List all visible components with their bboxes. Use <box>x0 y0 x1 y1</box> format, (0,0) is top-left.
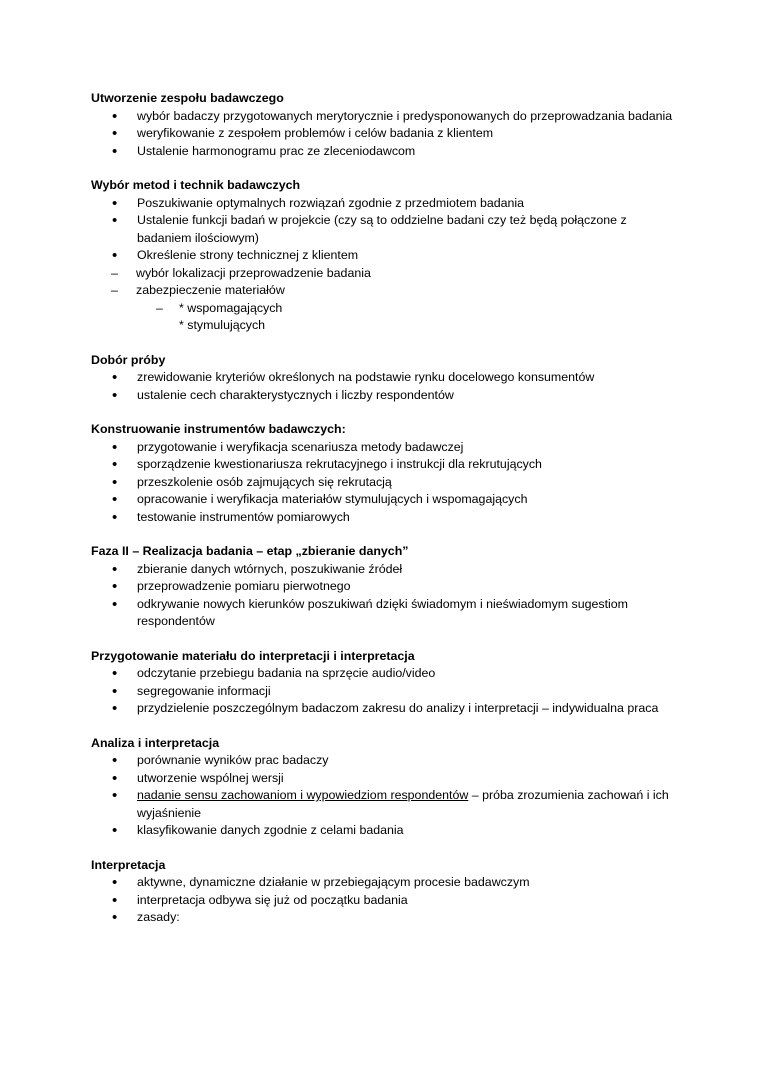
sub-list-item: – zabezpieczenie materiałów <box>91 282 681 300</box>
list-item: • utworzenie wspólnej wersji <box>91 770 681 788</box>
bullet-list <box>91 561 681 631</box>
section-dobor-proby <box>91 352 681 405</box>
section-instrumenty <box>91 421 681 526</box>
star-list <box>136 300 681 335</box>
list-item: • wybór badaczy przygotowanych merytorycznie i predysponowanych do przeprowadzania badania <box>91 108 681 126</box>
list-item-underlined <box>91 787 681 822</box>
bullet-list <box>91 874 681 927</box>
section-przygotowanie <box>91 648 681 718</box>
sub-list-item: – wybór lokalizacji przeprowadzenie badania <box>91 265 681 283</box>
section-faza-2 <box>91 543 681 631</box>
bullet-list <box>91 665 681 718</box>
section-heading: Przygotowanie materiału do interpretacji i interpretacja <box>91 648 415 663</box>
section-zespol <box>91 90 681 160</box>
bullet-list <box>91 195 681 265</box>
list-item: • Ustalenie harmonogramu prac ze zleceniodawcom <box>91 143 681 161</box>
bullet-list <box>91 439 681 527</box>
section-heading: Wybór metod i technik badawczych <box>91 178 301 192</box>
list-item: • odkrywanie nowych kierunków poszukiwań dzięki świadomym i nieświadomym sugestiom respondentów <box>91 596 681 631</box>
bullet-list <box>91 108 681 161</box>
star-list-item: * stymulujących <box>179 318 266 332</box>
list-item: • aktywne, dynamiczne działanie w przebiegającym procesie badawczym <box>91 874 681 892</box>
list-item: • testowanie instrumentów pomiarowych <box>91 509 681 527</box>
list-item: • zasady: <box>91 909 681 927</box>
sub-star-wrapper <box>91 300 681 335</box>
list-item: • zrewidowanie kryteriów określonych na podstawie rynku docelowego konsumentów <box>91 369 681 387</box>
list-item: • sporządzenie kwestionariusza rekrutacyjnego i instrukcji dla rekrutujących <box>91 456 681 474</box>
list-item: • klasyfikowanie danych zgodnie z celami badania <box>91 822 681 840</box>
list-item: • przygotowanie i weryfikacja scenariusza metody badawczej <box>91 439 681 457</box>
list-item: • Określenie strony technicznej z klientem <box>91 247 681 265</box>
section-heading: Dobór próby <box>91 352 166 367</box>
list-item: • interpretacja odbywa się już od początku badania <box>91 892 681 910</box>
section-heading: Analiza i interpretacja <box>91 735 220 750</box>
section-heading: Faza II – Realizacja badania – etap „zbieranie danych” <box>91 544 409 558</box>
star-list-item: – * wspomagających <box>179 300 283 315</box>
section-heading: Utworzenie zespołu badawczego <box>91 91 284 105</box>
bullet-list <box>91 369 681 404</box>
list-item: • segregowanie informacji <box>91 683 681 701</box>
section-analiza <box>91 735 681 840</box>
list-item: • porównanie wyników prac badaczy <box>91 752 681 770</box>
list-item: • przeszkolenie osób zajmujących się rekrutacją <box>91 474 681 492</box>
list-item: • opracowanie i weryfikacja materiałów stymulujących i wspomagających <box>91 491 681 509</box>
document-content <box>91 90 681 944</box>
list-item: • przeprowadzenie pomiaru pierwotnego <box>91 578 681 596</box>
star-list-container <box>136 300 681 335</box>
underlined-text: nadanie sensu zachowaniom i wypowiedziom respondentów <box>137 788 469 802</box>
bullet-list <box>91 752 681 840</box>
section-interpretacja <box>91 857 681 927</box>
sub-list <box>91 265 681 300</box>
list-item: • przydzielenie poszczególnym badaczom zakresu do analizy i interpretacji – indywidualna praca <box>91 700 681 718</box>
list-item: • odczytanie przebiegu badania na sprzęcie audio/video <box>91 665 681 683</box>
list-item: • Poszukiwanie optymalnych rozwiązań zgodnie z przedmiotem badania <box>91 195 681 213</box>
item-text-rest: – próba zrozumienia zachowań i ich wyjaśnienie <box>137 788 669 820</box>
list-item: • zbieranie danych wtórnych, poszukiwanie źródeł <box>91 561 681 579</box>
section-heading: Konstruowanie instrumentów badawczych: <box>91 422 346 436</box>
section-metody <box>91 177 681 335</box>
list-item: • ustalenie cech charakterystycznych i liczby respondentów <box>91 387 681 405</box>
list-item: • Ustalenie funkcji badań w projekcie (czy są to oddzielne badani czy też będą połączone z badaniem ilościowym) <box>91 212 681 247</box>
section-heading: Interpretacja <box>91 857 166 872</box>
list-item: • weryfikowanie z zespołem problemów i celów badania z klientem <box>91 125 681 143</box>
